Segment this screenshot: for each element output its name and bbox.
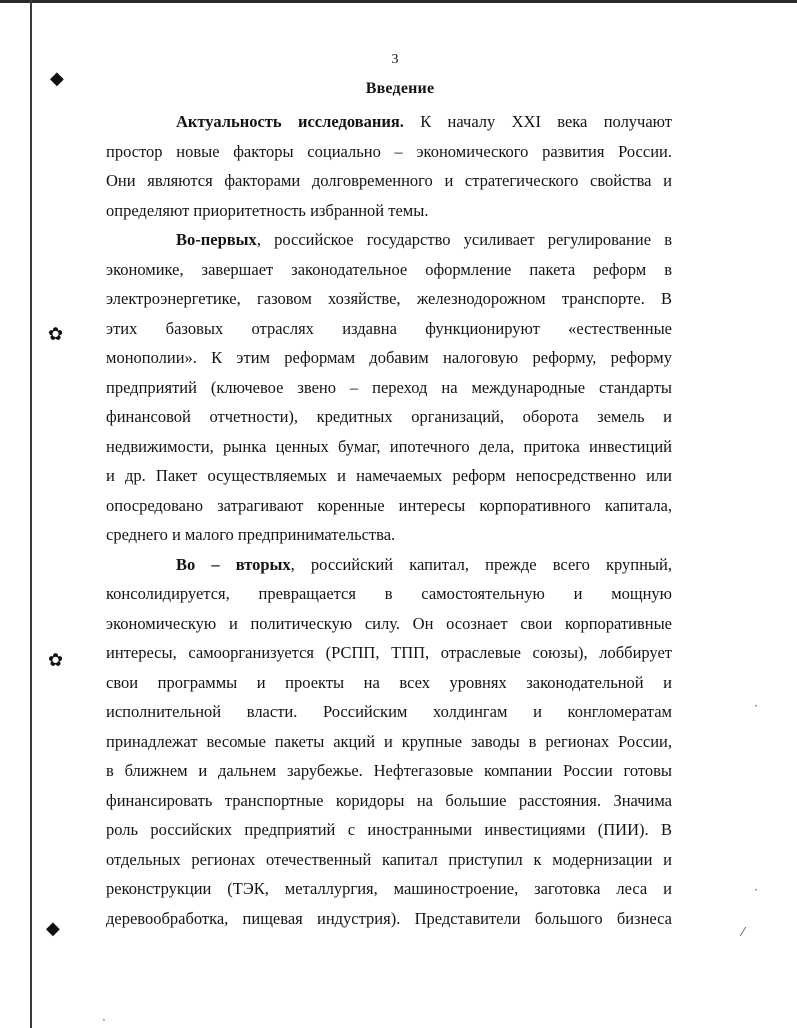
text-line: Во – вторых, российский капитал, прежде всего крупный,	[176, 554, 672, 574]
dust-speck-icon: ·	[102, 1013, 106, 1027]
text-line: интересы, самоорганизуется (РСПП, ТПП, отраслевые союзы), лоббирует	[106, 643, 672, 662]
text-line: реконструкции (ТЭК, металлургия, машиностроение, заготовка леса и	[106, 879, 672, 898]
section-heading: Введение	[365, 80, 435, 97]
text-line: среднего и малого предпринимательства.	[106, 525, 396, 544]
binder-hole-icon: ◆	[46, 918, 60, 939]
text-line: в ближнем и дальнем зарубежье. Нефтегазовые компании России готовы	[106, 761, 672, 780]
scan-top-rule	[0, 0, 797, 3]
text-line: экономике, завершает законодательное оформление пакета реформ в	[106, 259, 672, 279]
text-line: финансировать транспортные коридоры на большие расстояния. Значима	[106, 790, 672, 810]
dust-speck-icon: ⁄	[742, 925, 745, 939]
binder-hole-icon: ◆	[50, 68, 64, 89]
text-line: монополии». К этим реформам добавим налоговую реформу, реформу	[106, 348, 672, 367]
text-line: финансовой отчетности), кредитных организаций, оборота земель и	[106, 407, 672, 426]
dust-speck-icon: ·	[754, 883, 758, 897]
text-line: деревообработка, пищевая индустрия). Представители большого бизнеса	[106, 908, 672, 928]
paragraph-lead: Во – вторых	[176, 554, 291, 574]
text-line: Актуальность исследования. К началу XXI века получают	[176, 112, 672, 131]
text-line: Они являются факторами долговременного и стратегического свойства и	[106, 171, 672, 190]
text-line: исполнительной власти. Российским холдингам и конгломератам	[106, 702, 672, 721]
paragraph-lead: Во-первых	[176, 230, 257, 249]
paragraph-lead: Актуальность исследования.	[176, 112, 404, 131]
binder-hole-icon: ✿	[48, 324, 64, 345]
text-line: экономическую и политическую силу. Он осознает свои корпоративные	[106, 613, 672, 633]
text-line: этих базовых отраслях издавна функционируют «естественные	[106, 318, 672, 338]
text-line: определяют приоритетность избранной темы.	[106, 200, 429, 220]
text-line: опосредовано затрагивают коренные интересы корпоративного капитала,	[106, 495, 672, 515]
text-line: Во-первых, российское государство усиливает регулирование в	[176, 230, 672, 249]
text-line: свои программы и проекты на всех уровнях законодательной и	[106, 672, 672, 692]
body-text	[106, 107, 672, 933]
text-line: недвижимости, рынка ценных бумаг, ипотечного дела, притока инвестиций	[106, 436, 672, 456]
text-line: простор новые факторы социально – экономического развития России.	[106, 141, 672, 161]
dust-speck-icon: ·	[754, 699, 758, 713]
text-line: принадлежат весомые пакеты акций и крупные заводы в регионах России,	[106, 731, 672, 751]
text-line: электроэнергетике, газовом хозяйстве, железнодорожном транспорте. В	[106, 289, 672, 308]
page-number: 3	[391, 52, 399, 67]
text-line: консолидируется, превращается в самостоятельную и мощную	[106, 584, 672, 603]
text-line: предприятий (ключевое звено – переход на международные стандарты	[106, 377, 672, 397]
scan-left-edge	[30, 0, 32, 1028]
binder-hole-icon: ✿	[48, 650, 64, 671]
text-line: и др. Пакет осуществляемых и намечаемых реформ непосредственно или	[106, 466, 672, 485]
text-line: отдельных регионах отечественный капитал приступил к модернизации и	[106, 849, 672, 869]
text-line: роль российских предприятий с иностранными инвестициями (ПИИ). В	[106, 820, 672, 839]
